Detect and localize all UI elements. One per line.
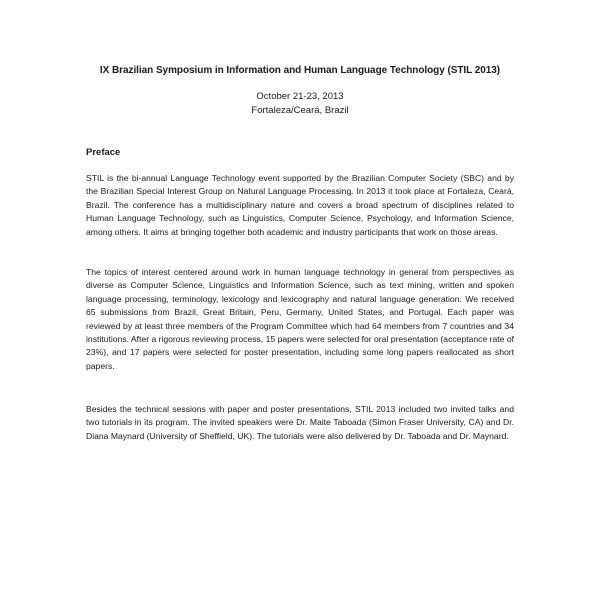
- section-heading: Preface: [86, 147, 121, 158]
- event-meta: [100, 90, 500, 117]
- paragraph-3: Besides the technical sessions with paper and poster presentations, STIL 2013 included two invited talks and two tutorials in its program. The invited speakers were Dr. Maite Taboada (Simon Fraser University, CA) and Dr. Diana Maynard (University of Sheffield, UK). The tutorials were also delivered by Dr. Taboada and Dr. Maynard.: [86, 404, 514, 441]
- document-title: IX Brazilian Symposium in Information and Human Language Technology (STIL 2013): [99, 65, 501, 76]
- paragraph-2: The topics of interest centered around work in human language technology in general from perspectives as diverse as Computer Science, Linguistics and Information Science, such as text mining, written and spoken language processing, terminology, lexicology and lexicography and natural language generation. We received 65 submissions from Brazil, Great Britain, Peru, Germany, United States, and Portugal. Each paper was reviewed by at least three members of the Program Committee which had 64 members from 7 countries and 34 institutions. After a rigorous reviewing process, 15 papers were selected for oral presentation (acceptance rate of 23%), and 17 papers were selected for poster presentation, including some long papers reallocated as short papers.: [86, 267, 515, 371]
- paragraph-1: STIL is the bi-annual Language Technology event supported by the Brazilian Computer Society (SBC) and by the Brazilian Special Interest Group on Natural Language Processing. In 2013 it took place at Fortaleza, Ceará, Brazil. The conference has a multidisciplinary nature and covers a broad spectrum of disciplines related to Human Language Technology, such as Linguistics, Computer Science, Psychology, and Information Science, among others. It aims at bringing together both academic and industry participants that work on those areas.: [86, 173, 514, 237]
- event-date: October 21-23, 2013: [256, 91, 344, 102]
- event-location: Fortaleza/Ceará, Brazil: [251, 104, 349, 116]
